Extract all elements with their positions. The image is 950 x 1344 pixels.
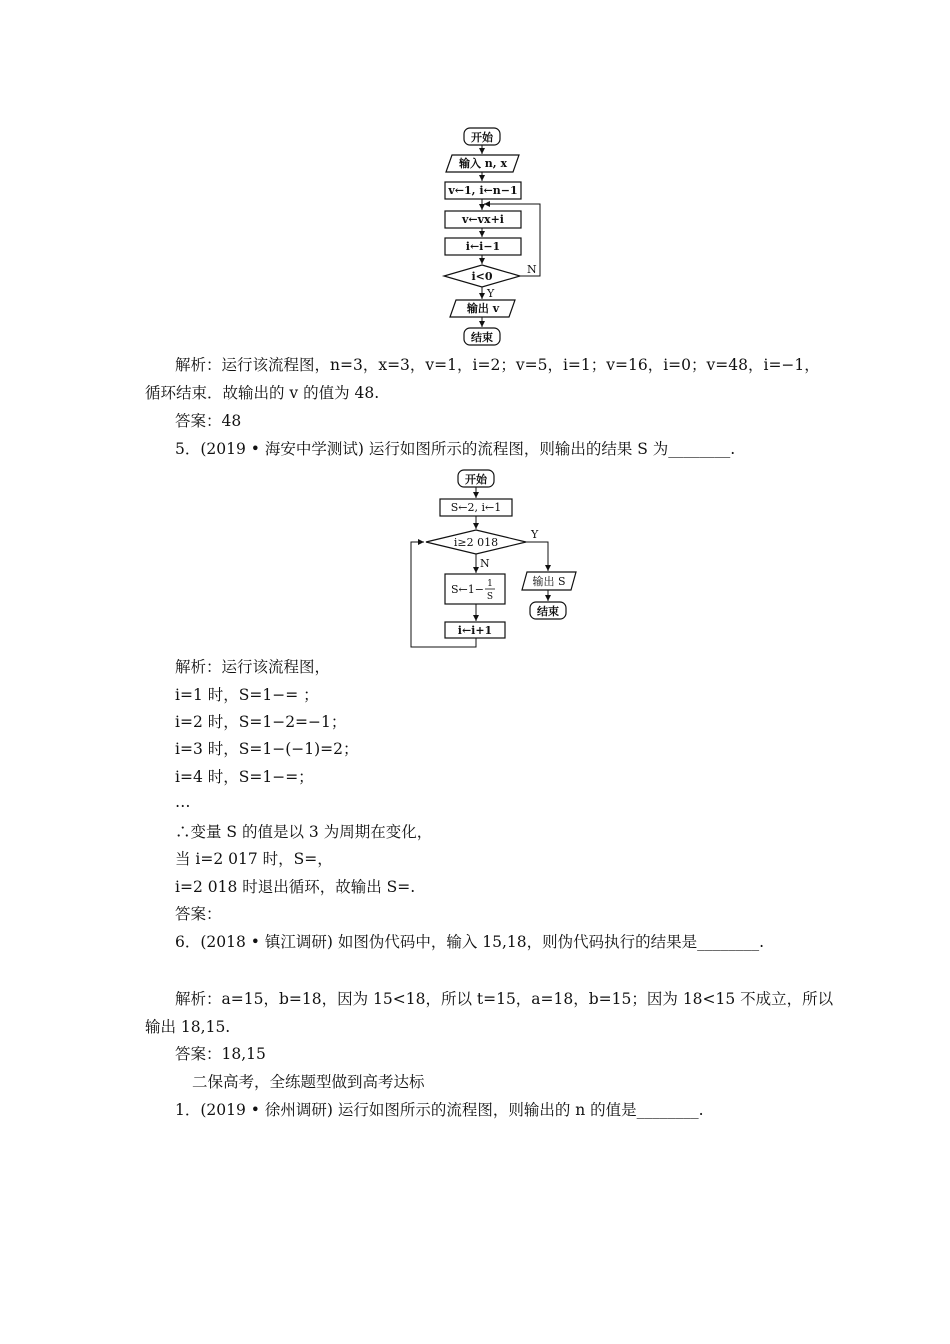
yes-label: Y [531,528,539,541]
init-label: v←1, i←n−1 [448,184,518,197]
analysis-5-line-8: 当 i=2 017 时，S=， [175,850,333,868]
analysis-1-line-2: 循环结束．故输出的 v 的值为 48. [145,384,380,402]
yes-label: Y [487,287,495,300]
analysis-5-line-1: 解析：运行该流程图， [175,658,331,676]
step1-label: v←vx+i [462,213,504,226]
end-label: 结束 [471,331,493,344]
analysis-5-line-9: i=2 018 时退出循环，故输出 S=. [175,878,416,896]
condition-label: i≥2 018 [453,536,499,549]
analysis-5-line-3: i=2 时，S=1−2=−1； [175,713,347,731]
analysis-6-line-2: 输出 18,15. [145,1018,231,1036]
answer-6: 答案：18,15 [175,1045,266,1063]
step2-label: i←i−1 [465,240,501,253]
analysis-5-line-4: i=3 时，S=1−(−1)=2； [175,740,359,758]
no-label: N [480,557,490,570]
analysis-5-line-2: i=1 时，S=1−= ； [175,686,319,704]
question-5: 5．(2019 • 海安中学测试) 运行如图所示的流程图，则输出的结果 S 为________. [175,440,736,458]
end-label: 结束 [537,605,559,618]
input-label: 输入 n, x [458,157,508,170]
question-1: 1．(2019 • 徐州调研) 运行如图所示的流程图，则输出的 n 的值是________. [175,1101,704,1119]
assign-prefix-label: S←1− [451,583,484,596]
yes-arrow [526,542,548,571]
analysis-1-line-1: 解析：运行该流程图，n=3，x=3，v=1，i=2；v=5，i=1；v=16，i=0；v=48，i=−1， [175,356,820,374]
section-title: 二保高考，全练题型做到高考达标 [192,1073,425,1091]
output-label: 输出 S [532,575,566,588]
analysis-5-line-5: i=4 时，S=1−=； [175,768,314,786]
condition-label: i<0 [471,270,493,283]
analysis-5-line-7: ∴变量 S 的值是以 3 为周期在变化， [175,823,433,841]
increment-label: i←i+1 [457,624,493,637]
no-label: N [527,263,537,276]
start-label: 开始 [471,131,493,144]
analysis-6-line-1: 解析：a=15，b=18，因为 15<18，所以 t=15，a=18，b=15；因为 18<15 不成立，所以 [175,990,834,1008]
start-label: 开始 [465,473,487,486]
output-label: 输出 v [466,302,500,315]
answer-5: 答案： [175,905,222,923]
question-6: 6．(2018 • 镇江调研) 如图伪代码中，输入 15,18，则伪代码执行的结果是________. [175,933,765,951]
answer-1: 答案：48 [175,412,242,430]
fraction-denominator: S [486,592,494,602]
init-label: S←2, i←1 [450,501,502,514]
flowchart-2 [400,462,590,652]
analysis-5-line-6: … [175,793,191,811]
fraction-numerator: 1 [487,579,493,589]
flowchart-1 [430,120,580,350]
